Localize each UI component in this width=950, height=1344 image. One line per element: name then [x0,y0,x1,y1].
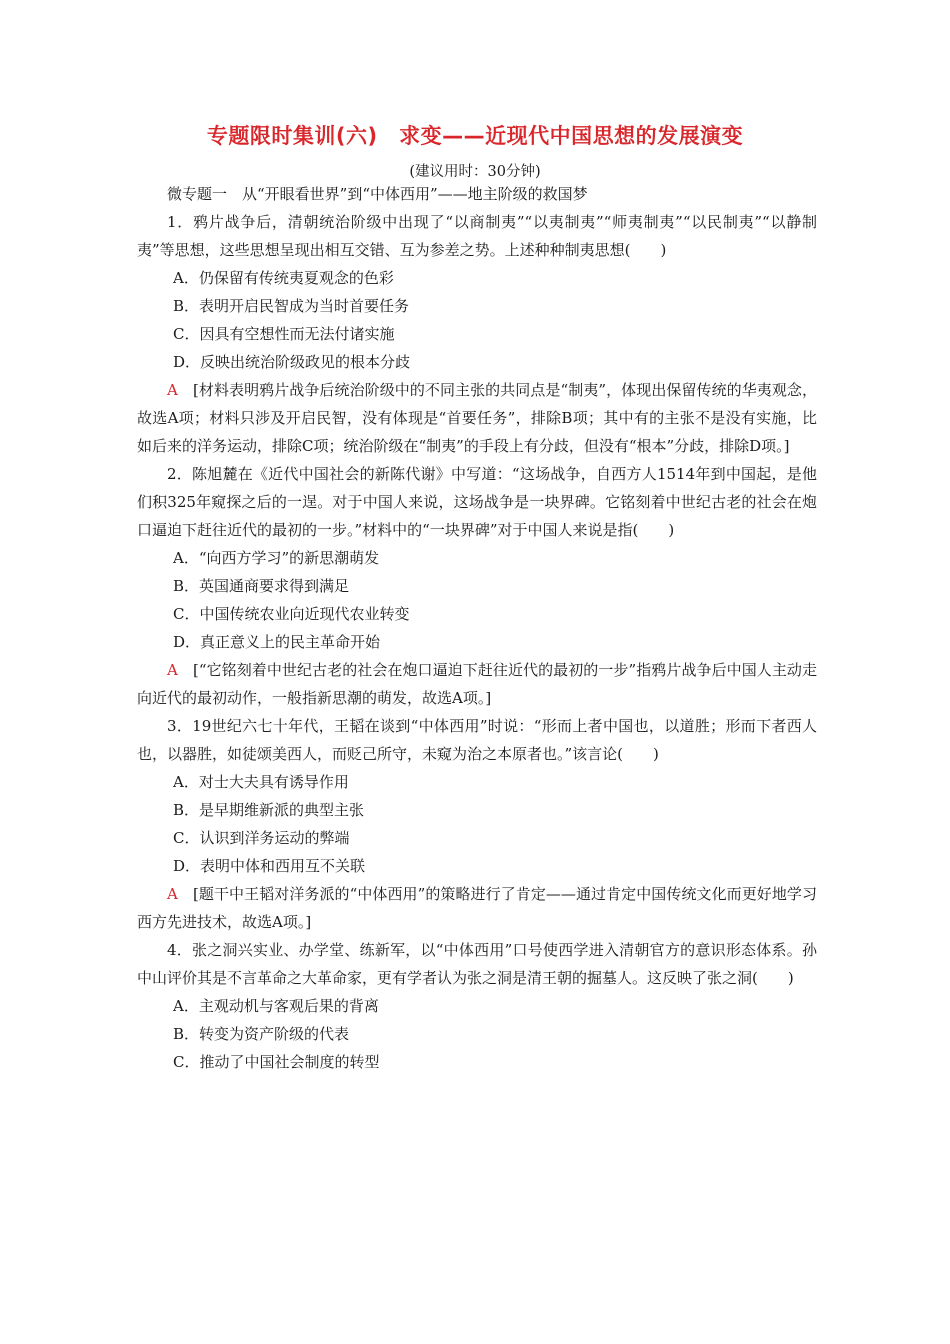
question-stem: 2．陈旭麓在《近代中国社会的新陈代谢》中写道：“这场战争，自西方人1514年到中国起，是他们积325年窥探之后的一逞。对于中国人来说，这场战争是一块界碑。它铭刻着中世纪古老的社会在炮口逼迫下赶往近代的最初的一步。”材料中的“一块界碑”对于中国人来说是指( ) [137,465,817,539]
document-body [137,180,817,1076]
explanation-text: [题干中王韬对洋务派的“中体西用”的策略进行了肯定——通过肯定中国传统文化而更好地学习西方先进技术，故选A项。] [137,885,817,931]
question-option: C．推动了中国社会制度的转型 [173,1053,380,1071]
answer-explanation [137,376,817,460]
question-option: A．“向西方学习”的新思潮萌发 [173,549,380,567]
explanation-text: [材料表明鸦片战争后统治阶级中的不同主张的共同点是“制夷”，体现出保留传统的华夷观念，故选A项；材料只涉及开启民智，没有体现是“首要任务”，排除B项；其中有的主张不是没有实施，比如后来的洋务运动，排除C项；统治阶级在“制夷”的手段上有分歧，但没有“根本”分歧，排除D项。] [137,381,817,455]
question-stem: 1．鸦片战争后，清朝统治阶级中出现了“以商制夷”“以夷制夷”“师夷制夷”“以民制夷”“以静制夷”等思想，这些思想呈现出相互交错、互为参差之势。上述种种制夷思想( ) [137,213,817,259]
question-option: A．仍保留有传统夷夏观念的色彩 [173,269,394,287]
question-option: C．中国传统农业向近现代农业转变 [173,605,410,623]
question-option: D．真正意义上的民主革命开始 [173,633,381,651]
answer-explanation [137,656,817,712]
question-option: A．对士大夫具有诱导作用 [173,773,349,791]
page-subtitle: (建议用时：30分钟) [409,164,541,180]
question-option: B．英国通商要求得到满足 [173,577,350,595]
question-stem: 4．张之洞兴实业、办学堂、练新军，以“中体西用”口号使西学进入清朝官方的意识形态体系。孙中山评价其是不言革命之大革命家，更有学者认为张之洞是清王朝的掘墓人。这反映了张之洞( ) [137,941,817,987]
question-option: B．是早期维新派的典型主张 [173,801,365,819]
question-option: D．反映出统治阶级政见的根本分歧 [173,353,411,371]
section-heading: 微专题一 从“开眼看世界”到“中体西用”——地主阶级的救国梦 [167,185,588,203]
question-option: B．表明开启民智成为当时首要任务 [173,297,410,315]
question-option: C．因具有空想性而无法付诸实施 [173,325,395,343]
question-option: C．认识到洋务运动的弊端 [173,829,350,847]
question-stem: 3．19世纪六七十年代，王韬在谈到“中体西用”时说：“形而上者中国也，以道胜；形而下者西人也，以器胜，如徒颂美西人，而贬己所守，未窥为治之本原者也。”该言论( ) [137,717,817,763]
answer-letter: A [167,381,178,399]
question-option: A．主观动机与客观后果的背离 [173,997,379,1015]
answer-letter: A [167,661,178,679]
question-option: D．表明中体和西用互不关联 [173,857,366,875]
explanation-text: [“它铭刻着中世纪古老的社会在炮口逼迫下赶往近代的最初的一步”指鸦片战争后中国人主动走向近代的最初动作，一般指新思潮的萌发，故选A项。] [137,661,817,707]
answer-explanation [137,880,817,936]
page-title: 专题限时集训(六) 求变——近现代中国思想的发展演变 [206,124,744,148]
answer-letter: A [167,885,178,903]
question-option: B．转变为资产阶级的代表 [173,1025,350,1043]
